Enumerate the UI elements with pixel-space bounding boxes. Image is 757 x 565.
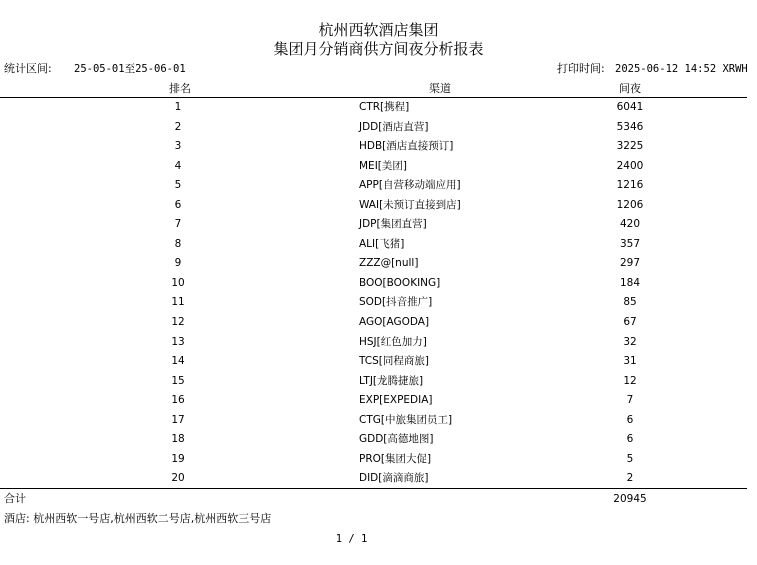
nights-cell: 3225	[616, 140, 644, 153]
table-row	[0, 450, 757, 470]
nights-cell: 7	[626, 394, 634, 407]
channel-cell: MEI[美团]	[359, 159, 407, 172]
nights-cell: 6	[626, 413, 634, 426]
table-row	[0, 372, 757, 392]
rank-cell: 12	[171, 316, 185, 329]
rank-cell: 5	[174, 179, 182, 192]
rank-cell: 11	[171, 296, 185, 309]
table-row	[0, 391, 757, 411]
channel-cell: DID[滴滴商旅]	[359, 472, 429, 485]
nights-cell: 184	[619, 276, 641, 289]
nights-cell: 2400	[616, 159, 644, 172]
channel-cell: APP[自营移动端应用]	[359, 179, 461, 192]
rank-cell: 7	[174, 218, 182, 231]
total-divider	[0, 488, 747, 489]
nights-cell: 1206	[616, 198, 644, 211]
table-row	[0, 137, 757, 157]
print-time-label: 打印时间:	[557, 62, 605, 75]
rank-cell: 4	[174, 159, 182, 172]
rank-cell: 17	[171, 413, 185, 426]
page-indicator: 1 / 1	[335, 533, 368, 545]
channel-cell: JDD[酒店直营]	[359, 120, 429, 133]
report-title: 集团月分销商供方间夜分析报表	[273, 40, 484, 58]
table-row	[0, 176, 757, 196]
table-row	[0, 411, 757, 431]
nights-cell: 1216	[616, 179, 644, 192]
total-row	[0, 490, 757, 508]
channel-cell: GDD[高德地图]	[359, 433, 434, 446]
channel-cell: HSJ[红色加力]	[359, 335, 427, 348]
nights-cell: 85	[623, 296, 637, 309]
table-row	[0, 157, 757, 177]
column-header-nights: 间夜	[619, 82, 641, 95]
rank-cell: 1	[174, 101, 182, 113]
rank-cell: 16	[171, 394, 185, 407]
channel-cell: WAI[未预订直接到店]	[359, 198, 461, 211]
channel-cell: ZZZ@[null]	[359, 257, 419, 270]
channel-cell: HDB[酒店直接预订]	[359, 140, 454, 153]
channel-cell: ALI[飞猪]	[359, 237, 405, 250]
channel-cell: CTG[中旅集团员工]	[359, 413, 453, 426]
rank-cell: 9	[174, 257, 182, 270]
table-row	[0, 274, 757, 294]
report-meta	[0, 61, 757, 77]
table-row	[0, 469, 757, 489]
nights-cell: 32	[623, 335, 637, 348]
channel-cell: SOD[抖音推广]	[359, 296, 433, 309]
table-header	[0, 81, 757, 97]
table-body	[0, 98, 757, 489]
nights-cell: 420	[619, 218, 641, 231]
table-row	[0, 352, 757, 372]
nights-cell: 12	[623, 374, 637, 387]
table-row	[0, 254, 757, 274]
table-row	[0, 196, 757, 216]
channel-cell: BOO[BOOKING]	[359, 276, 441, 289]
table-row	[0, 333, 757, 353]
nights-cell: 31	[623, 355, 637, 368]
rank-cell: 19	[171, 452, 185, 465]
channel-cell: CTR[携程]	[359, 101, 410, 113]
rank-cell: 3	[174, 140, 182, 153]
table-row	[0, 98, 757, 118]
rank-cell: 14	[171, 355, 185, 368]
channel-cell: PRO[集团大促]	[359, 452, 432, 465]
column-header-rank: 排名	[169, 82, 191, 95]
rank-cell: 6	[174, 198, 182, 211]
rank-cell: 2	[174, 120, 182, 133]
report-company: 杭州西软酒店集团	[318, 21, 439, 39]
table-row	[0, 235, 757, 255]
total-label: 合计	[4, 492, 26, 505]
table-row	[0, 293, 757, 313]
table-row	[0, 118, 757, 138]
total-value: 20945	[613, 493, 647, 505]
channel-cell: EXP[EXPEDIA]	[359, 394, 433, 407]
nights-cell: 357	[619, 237, 641, 250]
rank-cell: 15	[171, 374, 185, 387]
nights-cell: 6	[626, 433, 634, 446]
range-value: 25-05-01至25-06-01	[74, 63, 186, 75]
rank-cell: 8	[174, 237, 182, 250]
nights-cell: 67	[623, 316, 637, 329]
channel-cell: JDP[集团直营]	[359, 218, 427, 231]
print-time-value: 2025-06-12 14:52 XRWH	[615, 63, 748, 75]
nights-cell: 6041	[616, 101, 644, 113]
nights-cell: 2	[626, 472, 634, 485]
column-header-channel: 渠道	[429, 82, 451, 95]
rank-cell: 13	[171, 335, 185, 348]
rank-cell: 20	[171, 472, 185, 485]
nights-cell: 297	[619, 257, 641, 270]
channel-cell: TCS[同程商旅]	[359, 355, 429, 368]
channel-cell: AGO[AGODA]	[359, 316, 430, 329]
table-row	[0, 430, 757, 450]
rank-cell: 10	[171, 276, 185, 289]
hotel-list: 酒店: 杭州西软一号店,杭州西软二号店,杭州西软三号店	[4, 512, 272, 525]
rank-cell: 18	[171, 433, 185, 446]
table-row	[0, 215, 757, 235]
nights-cell: 5	[626, 452, 634, 465]
channel-cell: LTJ[龙腾捷旅]	[359, 374, 424, 387]
table-row	[0, 313, 757, 333]
range-label: 统计区间:	[4, 62, 52, 75]
nights-cell: 5346	[616, 120, 644, 133]
